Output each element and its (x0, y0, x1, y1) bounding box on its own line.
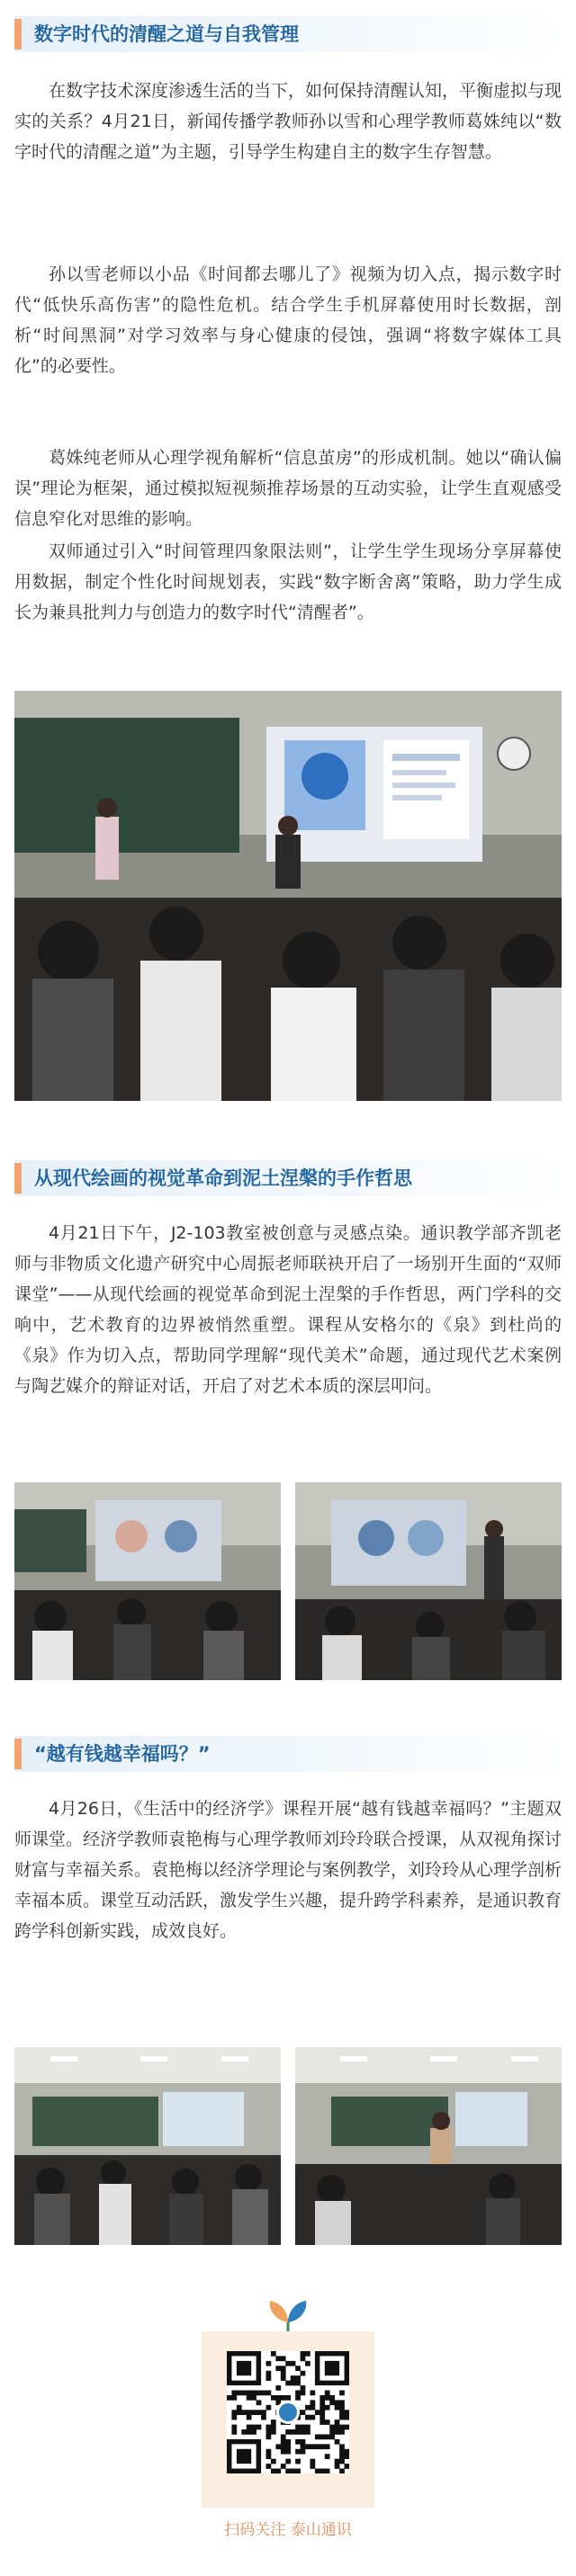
classroom-illustration (14, 1482, 281, 1680)
section-title: 数字时代的清醒之道与自我管理 (34, 23, 299, 45)
classroom-photo-art-2 (295, 1482, 562, 1680)
section-heading-wealth (14, 1736, 562, 1772)
qr-code-pattern (227, 2351, 349, 2473)
paragraph: 葛姝纯老师从心理学视角解析“信息茧房”的形成机制。她以“确认偏误”理论为框架，通过模拟短视频推荐场景的互动实验，让学生直观感受信息窄化对思维的影响。 (14, 448, 562, 529)
section-title: 从现代绘画的视觉革命到泥土涅槃的手作哲思 (34, 1167, 412, 1189)
classroom-illustration (14, 2047, 281, 2245)
classroom-illustration (295, 2047, 562, 2245)
section-heading-art (14, 1160, 562, 1196)
accent-bar (14, 1163, 22, 1194)
accent-bar (14, 19, 22, 49)
section-heading-digital-age (14, 16, 562, 52)
paragraph: 4月21日下午，J2-103教室被创意与灵感点染。通识教学部齐凯老师与非物质文化遗产研究中心周振老师联袂开启了一场别开生面的“双师课堂”——从现代绘画的视觉革命到泥土涅槃的手作哲思，两门学科的交响中，艺术教育的边界被悄然重塑。课程从安格尔的《泉》到杜尚的《泉》作为切入点，帮助同学理解“现代美术”命题，通过现代艺术案例与陶艺媒介的辩证对话，开启了对艺术本质的深层叩问。 (14, 1223, 562, 1396)
classroom-photo-wealth-2 (295, 2047, 562, 2245)
qr-code-icon[interactable] (227, 2351, 349, 2473)
classroom-illustration (14, 691, 562, 1101)
classroom-photo-art-1 (14, 1482, 281, 1680)
qr-card (202, 2331, 374, 2539)
paragraph: 双师通过引入“时间管理四象限法则”，让学生学生现场分享屏幕使用数据，制定个性化时间规划表，实践“数字断舍离”策略，助力学生成长为兼具批判力与创造力的数字时代“清醒者”。 (14, 541, 562, 622)
accent-bar (14, 1739, 22, 1769)
paragraph: 4月26日，《生活中的经济学》课程开展“越有钱越幸福吗？”主题双师课堂。经济学教师袁艳梅与心理学教师刘玲玲联合授课，从双视角探讨财富与幸福关系。袁艳梅以经济学理论与案例教学，刘玲玲从心理学剖析幸福本质。课堂互动活跃，激发学生兴趣，提升跨学科素养，是通识教育跨学科创新实践，成效良好。 (14, 1799, 562, 1941)
classroom-illustration (295, 1482, 562, 1680)
qr-caption: 扫码关注 泰山通识 (224, 2521, 352, 2539)
classroom-photo-digital-age (14, 691, 562, 1101)
paragraph: 在数字技术深度渗透生活的当下，如何保持清醒认知，平衡虚拟与现实的关系？4月21日，新闻传播学教师孙以雪和心理学教师葛姝纯以“数字时代的清醒之道”为主题，引导学生构建自主的数字生存智慧。 (14, 81, 562, 162)
paragraph: 孙以雪老师以小品《时间都去哪儿了》视频为切入点，揭示数字时代“低快乐高伤害”的隐性危机。结合学生手机屏幕使用时长数据，剖析“时间黑洞”对学习效率与身心健康的侵蚀，强调“将数字媒体工具化”的必要性。 (14, 264, 562, 376)
section-title: “越有钱越幸福吗？” (34, 1743, 211, 1765)
classroom-photo-wealth-1 (14, 2047, 281, 2245)
